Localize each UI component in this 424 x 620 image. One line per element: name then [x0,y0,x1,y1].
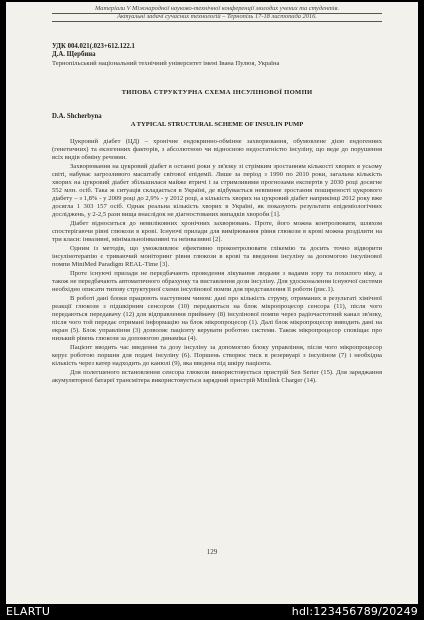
paragraph: Цукровий діабет (ЦД) – хронічне ендокринно-обмінне захворювання, обумовлене дією ендогенних (генетичних) та екзогенних факторів, з абсолютною чи відносною недостатністю інсуліну, що веде до порушення всіх видів обміну речовин. [52,138,382,161]
paragraph: Для полегшеного встановлення сенсора глюкози використовується пристрій Sen Serter (15). Для заряджання акумуляторної батареї трансмітера використовується зарядний пристрій Minilink Charger (14). [52,369,382,385]
document-page [6,2,418,604]
repository-footer [0,604,424,620]
conference-header-line-1: Матеріали V Міжнародної науково-технічної конференції молодих учених та студентів. [95,5,339,12]
author-ukrainian: Д.А. Щербина [52,51,96,58]
title-english: A TYPICAL STRUCTURAL SCHEME OF INSULIN PUMP [130,121,304,128]
paragraph: Діабет відноситься до невиліковних хронічних захворювань. Проте, його можна контролювати, шляхом спостерігаючи рівні глюкози в крові. Існуючі прилади для вимірювання рівня глюкози в крові можна розділити на три класи: інвазивні, мінімальноінвазивні та неінвазивні [2]. [52,219,382,243]
handle-identifier: hdl:123456789/20249 [291,605,418,618]
article-body [52,138,382,386]
title-ukrainian: ТИПОВА СТРУКТУРНА СХЕМА ІНСУЛІНОВОЇ ПОМПИ [121,89,313,96]
author-english: D.A. Shcherbyna [52,113,102,120]
udk-code: УДК 004.021(.023+612.122.1 [52,43,135,50]
paragraph: Захворювання на цукровий діабет в останні роки у зв'язку зі стрімким зростанням кількості хворих в усьому світі, набуває загрозливого масштабу світової епідемії. Лише за період з 1990 по 2010 роки, загальна кількість хворих на цукровий діабет збільшилася майже втричі і за стримливими прогнозами експертів у 2030 році досягне 552 млн. осіб. Така ж ситуація складається в Україні, де відбувається невпинне зростання поширеності цукрового діабету – з 1,8% - у 2009 році до 2,9% - у 2012 році, а кількість хворих на цукровий діабет наприкінці 2012 року вже досягла 1 303 157 осіб. Однак реальна кількість хворих в Україні, як показують результати епідеміологічних досліджень, у 2-2,5 рази вища внаслідок не діагностованих випадків хвороби [1]. [52,163,382,218]
repository-name: ELARTU [6,605,51,618]
affiliation: Тернопільський національний технічний університет імені Івана Пулюя, Україна [52,60,280,67]
paragraph: Одним із методів, що уможливлює ефективно проконтролювати глікемію та досить точно відворити інсулінотерапію є триваючий моніторинг рівня глюкози в крові та введення інсуліну за допомогою інсулінової помпи MiniMed Paradigm REAL-Time [3]. [52,244,382,268]
paragraph: Пацієнт вводить час введення та дозу інсуліну за допомогою блоку управління, після чого мікропроцесор керує роботою поршня для подачі інсуліну (6). Поршень створює тиск в резервуарі з інсуліном (7) і необхідна кількість через катер надходить до канюлі (9), яка введена під шкіру пацієнта. [52,344,382,367]
conference-header-line-2: Актуальні задачі сучасних технологій – Тернопіль 17-18 листопада 2016. [117,13,317,20]
paragraph: Проте існуючі прилади не передбачають проведення лікування людьми з вадами зору та похилого віку, а також не передбачають автоматичного обрахунку та виставлення дози інсуліну. Для удосконалення існуючої системи необхідно описати типову структурної схеми інсулінової помпи для представлення її роботи (рис.1). [52,270,382,293]
header-rule-2 [52,21,382,22]
page-number: 129 [206,548,218,556]
paragraph: В роботі дані блоки працюють наступним чином: дані про кількість струму, отриманих в результаті хімічної реакції глюкози з підшкірним сенсором (10) передаються на блок мікропроцесор сенсора (11), після чого передаються передавачу (12) для відправлення приймачу (8) інсулінової помпи через радіочастотний канал зв'язку, після чого той передає отримані інформацію на блок мікропроцесор (1). Далі блок мікропроцесор виводить дані на екран (5). Блок управління (3) дозволяє пацієнту керувати роботою системи. Також мікропроцесор сповіщає про низький рівень глюкози за допомогою динаміка (4). [52,295,382,342]
